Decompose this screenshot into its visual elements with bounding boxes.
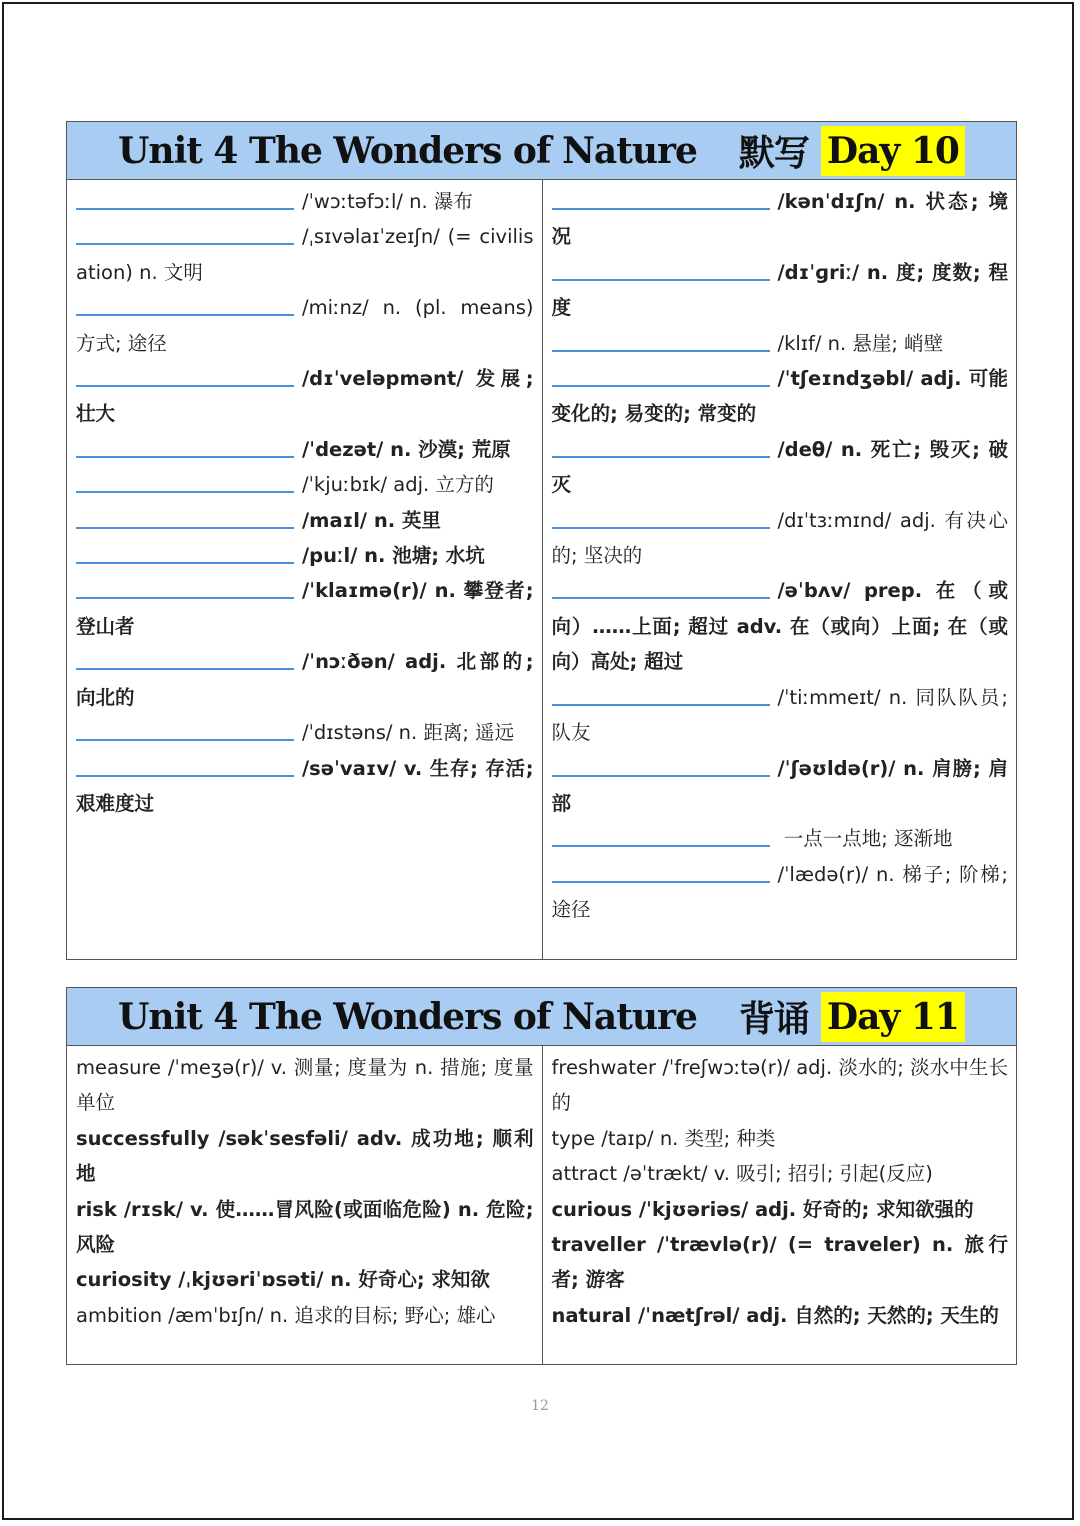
vocab-entry [552,432,1009,503]
vocab-entry [76,538,534,573]
answer-blank[interactable] [552,703,770,706]
entry-text: /səˈvaɪv/ v. 生存; 存活; 艰难度过 [76,756,534,815]
answer-blank[interactable] [552,596,770,599]
vocab-entry [76,184,534,219]
recitation-card-header [67,988,1016,1046]
card-title: Unit 4 The Wonders of Nature [118,995,697,1038]
answer-blank[interactable] [76,738,294,741]
vocab-entry: natural /ˈnætʃrəl/ adj. 自然的; 天然的; 天生的 [551,1303,999,1327]
vocab-entry: risk /rɪsk/ v. 使……冒风险(或面临危险) n. 危险; 风险 [76,1197,534,1257]
vocab-entry [552,326,1009,361]
answer-blank[interactable] [76,596,294,599]
entry-text: /ˈkjuːbɪk/ adj. 立方的 [302,473,494,497]
answer-blank[interactable] [552,455,770,458]
dictation-right-column [542,180,1017,960]
vocab-entry [552,751,1009,822]
card-mode: 默写 [738,132,809,174]
vocab-entry: curious /ˈkjʊəriəs/ adj. 好奇的; 求知欲强的 [551,1197,974,1221]
entry-text: /ˈwɔːtəfɔːl/ n. 瀑布 [302,190,473,213]
answer-blank[interactable] [76,490,294,493]
vocab-entry [552,503,1009,574]
vocab-entry: attract /əˈtrækt/ v. 吸引; 招引; 引起(反应) [551,1162,933,1186]
entry-text: /ˈlædə(r)/ n. 梯子; 阶梯; 途径 [551,862,1008,922]
answer-blank[interactable] [552,774,770,777]
entry-text: /dɪˈtɜːmɪnd/ adj. 有决心的; 坚决的 [551,508,1008,568]
recitation-right-column [542,1046,1017,1365]
answer-blank[interactable] [76,313,294,316]
page-number: 12 [531,1398,549,1414]
dictation-left-column [67,180,542,960]
entry-text: /kənˈdɪʃn/ n. 状态; 境况 [551,190,1008,249]
card-mode: 背诵 [738,998,809,1040]
vocab-entry [76,715,534,750]
entry-text: /ˈtʃeɪndʒəbl/ adj. 可能变化的; 易变的; 常变的 [551,367,1008,426]
answer-blank[interactable] [552,880,770,883]
vocab-entry [552,821,1009,856]
answer-blank[interactable] [76,455,294,458]
answer-blank[interactable] [76,384,294,387]
vocab-entry [76,432,534,467]
entry-text: /ˈtiːmmeɪt/ n. 同队队员; 队友 [551,685,1008,745]
vocab-entry [76,361,534,432]
answer-blank[interactable] [552,349,770,352]
vocab-entry [552,255,1009,326]
day-badge: Day 10 [821,126,965,176]
card-title: Unit 4 The Wonders of Nature [118,129,697,172]
answer-blank[interactable] [76,207,294,210]
answer-blank[interactable] [76,774,294,777]
vocab-entry: freshwater /ˈfreʃwɔːtə(r)/ adj. 淡水的; 淡水中生长的 [551,1056,1008,1115]
entry-text: /maɪl/ n. 英里 [302,508,441,532]
answer-blank[interactable] [76,242,294,245]
entry-text: /deθ/ n. 死亡; 毁灭; 破灭 [551,437,1008,497]
vocab-entry [76,290,534,361]
vocab-entry [76,573,534,644]
vocab-entry [552,573,1009,679]
entry-text: /ˈdɪstəns/ n. 距离; 遥远 [302,721,515,745]
vocab-entry [76,751,534,822]
entry-text: /ˈʃəʊldə(r)/ n. 肩膀; 肩部 [551,756,1008,815]
day-badge: Day 11 [821,992,965,1042]
dictation-card [66,121,1017,960]
entry-text: /ˈdezət/ n. 沙漠; 荒原 [302,437,511,461]
answer-blank[interactable] [76,667,294,670]
vocab-entry [552,857,1009,928]
entry-text: /dɪˈɡriː/ n. 度; 度数; 程度 [551,260,1008,320]
answer-blank[interactable] [552,384,770,387]
entry-text: /klɪf/ n. 悬崖; 峭壁 [777,331,944,355]
vocab-entry [76,219,534,290]
entry-text: /dɪˈveləpmənt/ 发展; 壮大 [76,367,534,426]
vocab-entry: traveller /ˈtrævlə(r)/ (= traveler) n. 旅行者; 游客 [551,1233,1008,1292]
vocab-entry [76,467,534,502]
entry-text: /miːnz/ n. (pl. means) 方式; 途径 [76,296,534,355]
entry-text: /ˌsɪvəlaɪˈzeɪʃn/ (= civilisation) n. 文明 [76,225,534,284]
answer-blank[interactable] [76,526,294,529]
entry-text: /ˈklaɪmə(r)/ n. 攀登者; 登山者 [76,579,534,638]
answer-blank[interactable] [552,526,770,529]
entry-text: /puːl/ n. 池塘; 水坑 [302,544,485,568]
recitation-left-column [67,1046,542,1365]
vocab-entry: successfully /səkˈsesfəli/ adv. 成功地; 顺利地 [76,1126,534,1186]
answer-blank[interactable] [552,278,770,281]
entry-text: 一点一点地; 逐渐地 [777,827,953,851]
vocab-entry [76,503,534,538]
vocab-entry: curiosity /ˌkjʊəriˈɒsəti/ n. 好奇心; 求知欲 [76,1268,490,1292]
answer-blank[interactable] [76,561,294,564]
answer-blank[interactable] [552,207,770,210]
recitation-card [66,987,1017,1365]
vocab-entry: ambition /æmˈbɪʃn/ n. 追求的目标; 野心; 雄心 [76,1303,496,1327]
vocab-entry: measure /ˈmeʒə(r)/ v. 测量; 度量为 n. 措施; 度量单位 [76,1056,534,1115]
entry-text: /əˈbʌv/ prep. 在（或向）……上面; 超过 adv. 在（或向）上面; 在（或向）高处; 超过 [551,579,1008,674]
vocab-entry [552,184,1009,255]
answer-blank[interactable] [552,844,770,847]
entry-text: /ˈnɔːðən/ adj. 北部的; 向北的 [76,650,534,709]
vocab-entry [552,680,1009,751]
dictation-card-header [67,122,1016,180]
vocab-entry: type /taɪp/ n. 类型; 种类 [551,1126,776,1150]
vocab-entry [552,361,1009,432]
vocab-entry [76,644,534,715]
